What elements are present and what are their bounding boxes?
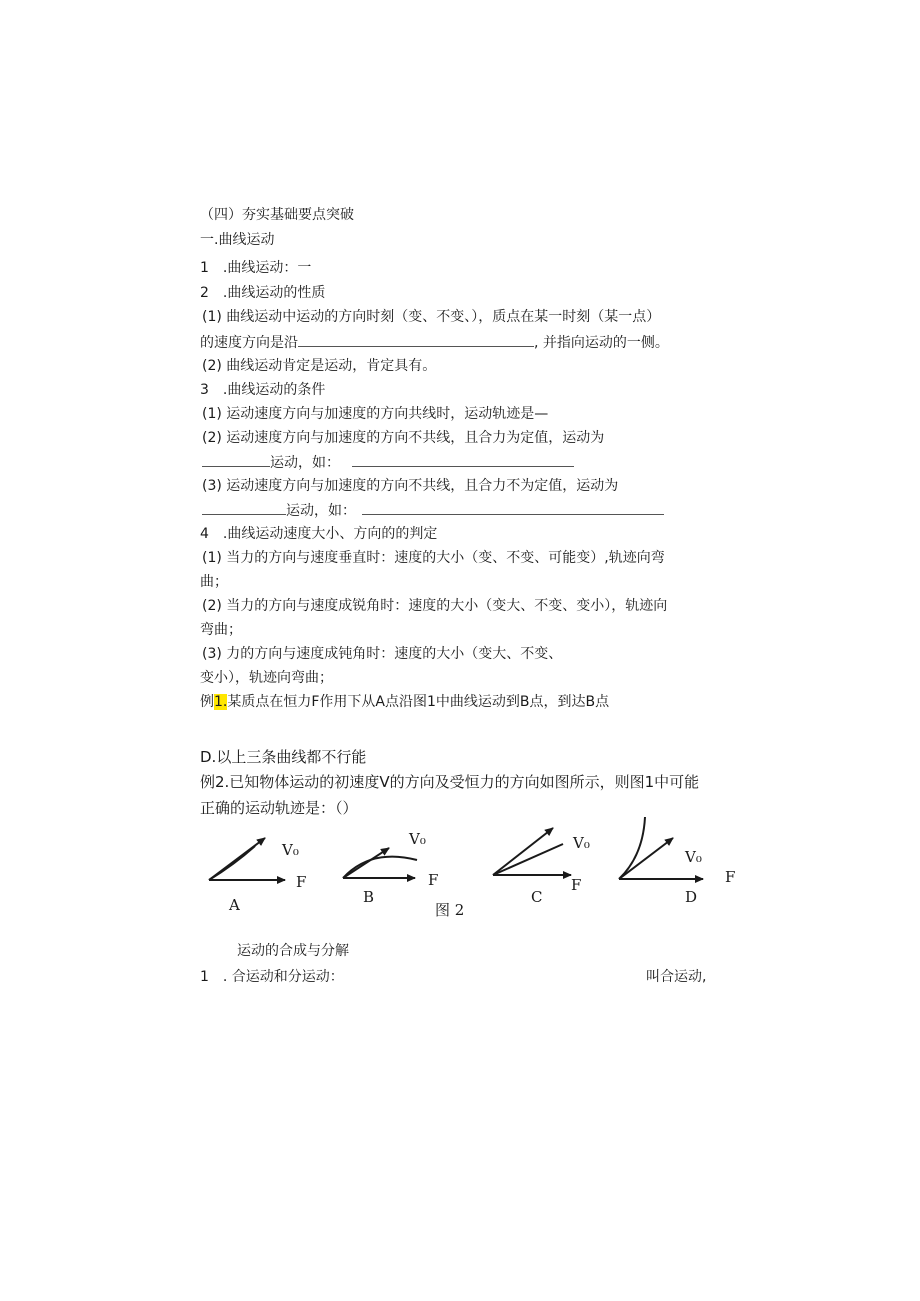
- trajectory-b: [343, 857, 417, 878]
- item3-p3-line1: (3) 运动速度方向与加速度的方向不共线，且合力不为定值，运动为: [202, 478, 619, 494]
- part2-title: 运动的合成与分解: [237, 943, 349, 959]
- f-label-c: F: [571, 876, 582, 894]
- f-label-a: F: [296, 873, 307, 891]
- item3-p1: (1) 运动速度方向与加速度的方向共线时，运动轨迹是—: [202, 406, 549, 422]
- item4-p1-line2: 曲；: [200, 574, 228, 590]
- label-a: A: [229, 896, 240, 914]
- option-d: D.以上三条曲线都不行能: [200, 748, 367, 766]
- answer-blank: [298, 333, 534, 347]
- section-heading: （四）夯实基础要点突破: [200, 207, 354, 223]
- example1-text: 某质点在恒力F作用下从A点沿图1中曲线运动到B点，到达B点: [227, 694, 610, 710]
- item4-p2-line2: 弯曲；: [200, 622, 242, 638]
- answer-blank: [362, 501, 664, 515]
- item4-p3-line2: 变小），轨迹向弯曲；: [200, 670, 333, 686]
- figure-caption: 图 2: [435, 901, 465, 919]
- answer-blank: [202, 501, 286, 515]
- velocity-arrow-b: [343, 848, 389, 878]
- item2-p1-line2-a: 的速度方向是沿: [200, 335, 298, 351]
- answer-blank: [352, 453, 574, 467]
- v0-label-d: V₀: [685, 848, 702, 866]
- item2-p1-line2-b: , 并指向运动的一侧。: [534, 335, 669, 351]
- item3-p3-line2: [202, 501, 664, 520]
- part2-item1-right: 叫合运动,: [646, 969, 707, 985]
- item3-title: 3 .曲线运动的条件: [200, 382, 326, 398]
- example2-line1: 例2.已知物体运动的初速度V的方向及受恒力的方向如图所示，则图1中可能: [200, 773, 700, 791]
- item2-p1-line1: (1) 曲线运动中运动的方向时刻（变、不变、），质点在某一时刻（某一点）: [202, 309, 661, 325]
- item2-p1-line2: [200, 333, 669, 352]
- label-d: D: [685, 888, 698, 906]
- f-label-b: F: [428, 871, 439, 889]
- example1-prefix: 例: [200, 694, 214, 710]
- item4-p3-line1: (3) 力的方向与速度成钝角时：速度的大小（变大、不变、: [202, 646, 563, 662]
- item1-text: 1 .曲线运动：一: [200, 260, 312, 276]
- v0-label-b: V₀: [409, 830, 426, 848]
- item3-p2-line2: [202, 453, 574, 472]
- trajectory-figure: [195, 812, 745, 927]
- f-label-d: F: [725, 868, 736, 886]
- answer-blank: [202, 453, 270, 467]
- item4-p2-line1: (2) 当力的方向与速度成锐角时：速度的大小（变大、不变、变小），轨迹向: [202, 598, 668, 614]
- part1-title: 一.曲线运动: [200, 232, 275, 248]
- item2-title: 2 .曲线运动的性质: [200, 285, 326, 301]
- item4-title: 4 .曲线运动速度大小、方向的的判定: [200, 526, 438, 542]
- velocity-arrow-d: [619, 838, 673, 879]
- example1-number: 1.: [214, 694, 228, 710]
- item4-p1-line1: (1) 当力的方向与速度垂直时：速度的大小（变、不变、可能变）,轨迹向弯: [202, 550, 665, 566]
- example1: [200, 693, 609, 711]
- item2-p2: (2) 曲线运动肯定是运动，肯定具有。: [202, 358, 437, 374]
- item3-p2-line2-text: 运动，如：: [270, 455, 340, 471]
- part2-item1-left: 1 . 合运动和分运动：: [200, 969, 344, 985]
- example2-line2: 正确的运动轨迹是：（）: [200, 799, 358, 817]
- v0-label-c: V₀: [573, 834, 590, 852]
- item3-p3-line2-text: 运动，如：: [286, 503, 356, 519]
- v0-label-a: V₀: [282, 841, 299, 859]
- label-c: C: [531, 888, 543, 906]
- item3-p2-line1: (2) 运动速度方向与加速度的方向不共线，且合力为定值，运动为: [202, 430, 605, 446]
- label-b: B: [363, 888, 375, 906]
